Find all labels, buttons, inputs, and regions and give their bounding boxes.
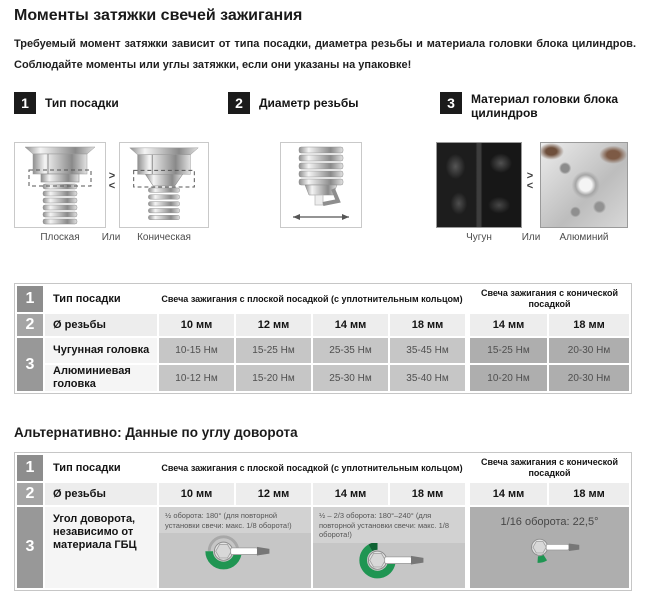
figure-conical-seat	[119, 142, 209, 228]
torque-cell: 15-25 Нм	[236, 338, 311, 363]
divider-gt: >	[108, 170, 116, 182]
angle-cell-10-12	[159, 507, 311, 588]
spark-plug-conical-seat-icon	[120, 143, 208, 227]
row-number: 1	[17, 286, 43, 312]
dia-cell: 12 мм	[236, 314, 311, 336]
figure-cast-iron-head	[436, 142, 522, 228]
dia-cell: 18 мм	[390, 314, 465, 336]
flat-seat-header: Свеча зажигания с плоской посадкой (с уплотнительным кольцом)	[159, 455, 465, 481]
page-title: Моменты затяжки свечей зажигания	[14, 7, 303, 24]
table-row	[17, 483, 629, 505]
head-label: Чугунная головка	[45, 338, 157, 363]
dia-cell: 10 мм	[159, 314, 234, 336]
torque-cell: 25-35 Нм	[313, 338, 388, 363]
divider-gt: >	[526, 170, 534, 182]
section-2-title: Диаметр резьбы	[259, 96, 359, 110]
angle-note: ½ – 2/3 оборота: 180°–240° (для повторной установки свечи: макс. 1/8 оборота!)	[313, 507, 465, 543]
caption-or-1: Или	[101, 232, 121, 243]
table-row	[17, 314, 629, 336]
torque-cell: 10-15 Нм	[159, 338, 234, 363]
section-3-title: Материал головки блока цилиндров	[471, 92, 619, 120]
caption-cast-iron: Чугун	[466, 232, 492, 243]
divider-lt: <	[526, 180, 534, 192]
torque-table	[14, 283, 632, 394]
torque-cell: 10-20 Нм	[467, 365, 547, 391]
intro-text: Требуемый момент затяжки зависит от типа посадки, диаметра резьбы и материала головки блока цилиндров. Соблюдайте моменты или углы затяжки, если они указаны на упаковке!	[14, 38, 636, 71]
section-1-badge: 1	[14, 92, 36, 114]
dia-cell: 14 мм	[313, 314, 388, 336]
thread-dia-label: Ø резьбы	[45, 314, 157, 336]
angle-note: ½ оборота: 180° (для повторной установки свечи: макс. 1/8 оборота!)	[159, 507, 311, 533]
seat-type-label: Тип посадки	[45, 455, 157, 481]
dia-cell: 14 мм	[467, 483, 547, 505]
section-seat-type	[14, 92, 119, 114]
dia-cell: 18 мм	[390, 483, 465, 505]
angle-table	[14, 452, 632, 591]
torque-cell: 15-25 Нм	[467, 338, 547, 363]
figure-flat-seat	[14, 142, 106, 228]
conical-seat-header: Свеча зажигания с конической посадкой	[467, 286, 629, 312]
caption-or-2: Или	[521, 232, 541, 243]
dia-cell: 18 мм	[549, 483, 629, 505]
or-divider-icon	[105, 171, 119, 191]
row-number: 1	[17, 455, 43, 481]
row-number: 3	[17, 507, 43, 588]
spark-plug-diameter-icon	[281, 143, 361, 227]
divider-lt: <	[108, 180, 116, 192]
caption-flat: Плоская	[40, 232, 80, 243]
torque-cell: 35-45 Нм	[390, 338, 465, 363]
caption-conical: Коническая	[137, 232, 191, 243]
figure-aluminium-head	[540, 142, 628, 228]
table-row	[17, 338, 629, 363]
row-number: 3	[17, 338, 43, 391]
torque-cell: 20-30 Нм	[549, 365, 629, 391]
alt-heading: Альтернативно: Данные по углу доворота	[14, 425, 298, 440]
head-label: Алюминиевая головка	[45, 365, 157, 391]
turn-240-icon	[347, 543, 431, 587]
angle-row-label: Угол доворота, независимо от материала ГБЦ	[45, 507, 157, 588]
section-2-badge: 2	[228, 92, 250, 114]
section-head-material	[440, 92, 643, 120]
torque-cell: 20-30 Нм	[549, 338, 629, 363]
flat-seat-header: Свеча зажигания с плоской посадкой (с уплотнительным кольцом)	[159, 286, 465, 312]
table-row	[17, 365, 629, 391]
angle-cell-conical	[467, 507, 629, 588]
conical-seat-header: Свеча зажигания с конической посадкой	[467, 455, 629, 481]
table-row	[17, 507, 629, 588]
caption-aluminium: Алюминий	[559, 232, 609, 243]
row-number: 2	[17, 483, 43, 505]
row-number: 2	[17, 314, 43, 336]
dia-cell: 14 мм	[313, 483, 388, 505]
section-3-badge: 3	[440, 92, 462, 114]
turn-180-icon	[193, 534, 277, 578]
dia-cell: 18 мм	[549, 314, 629, 336]
spark-plug-flat-seat-icon	[15, 143, 105, 227]
section-1-title: Тип посадки	[45, 96, 119, 110]
torque-cell: 35-40 Нм	[390, 365, 465, 391]
torque-cell: 15-20 Нм	[236, 365, 311, 391]
figure-thread-diameter	[280, 142, 362, 228]
thread-dia-label: Ø резьбы	[45, 483, 157, 505]
torque-cell: 25-30 Нм	[313, 365, 388, 391]
table-row	[17, 455, 629, 481]
seat-type-label: Тип посадки	[45, 286, 157, 312]
torque-cell: 10-12 Нм	[159, 365, 234, 391]
dia-cell: 12 мм	[236, 483, 311, 505]
dia-cell: 14 мм	[467, 314, 547, 336]
section-thread-diameter	[228, 92, 359, 114]
table-row	[17, 286, 629, 312]
angle-note: 1/16 оборота: 22,5°	[500, 516, 599, 528]
angle-cell-14-18	[313, 507, 465, 588]
dia-cell: 10 мм	[159, 483, 234, 505]
turn-22.5-icon	[515, 534, 585, 568]
or-divider-icon-2	[523, 171, 537, 191]
